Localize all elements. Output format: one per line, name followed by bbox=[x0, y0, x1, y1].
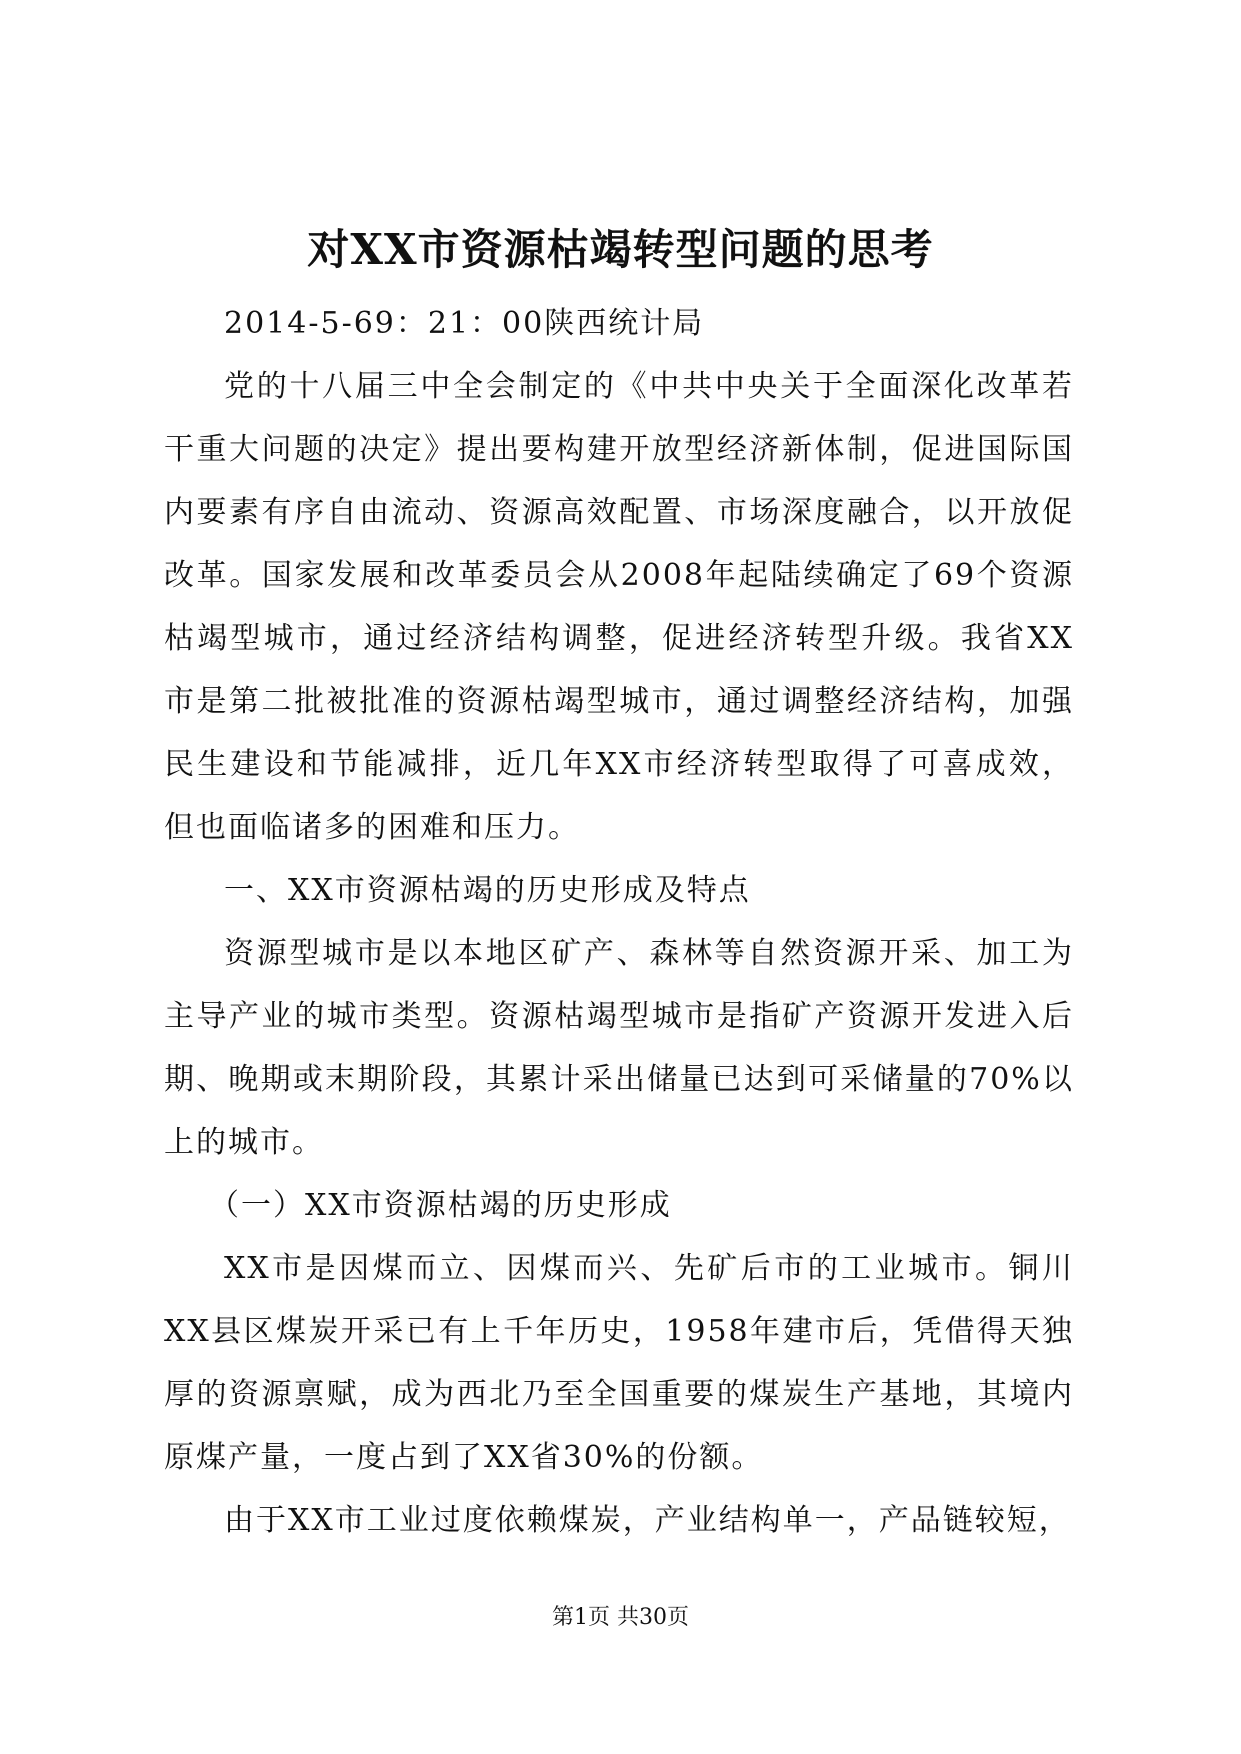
paragraph-intro: 党的十八届三中全会制定的《中共中央关于全面深化改革若干重大问题的决定》提出要构建开放型经济新体制，促进国际国内要素有序自由流动、资源高效配置、市场深度融合，以开放促改革。国家发展和改革委员会从2008年起陆续确定了69个资源枯竭型城市，通过经济结构调整，促进经济转型升级。我省XX市是第二批被批准的资源枯竭型城市，通过调整经济结构，加强民生建设和节能减排，近几年XX市经济转型取得了可喜成效，但也面临诸多的困难和压力。 bbox=[164, 369, 1074, 845]
subsection-heading-1: （一）XX市资源枯竭的历史形成 bbox=[209, 1188, 672, 1223]
document-body bbox=[164, 292, 1074, 1552]
paragraph-definition: 资源型城市是以本地区矿产、森林等自然资源开采、加工为主导产业的城市类型。资源枯竭型城市是指矿产资源开发进入后期、晚期或末期阶段，其累计采出储量已达到可采储量的70%以上的城市。 bbox=[164, 936, 1074, 1160]
section-heading-1: 一、XX市资源枯竭的历史形成及特点 bbox=[224, 873, 751, 908]
paragraph-history: XX市是因煤而立、因煤而兴、先矿后市的工业城市。铜川XX县区煤炭开采已有上千年历史，1958年建市后，凭借得天独厚的资源禀赋，成为西北乃至全国重要的煤炭生产基地，其境内原煤产量，一度占到了XX省30%的份额。 bbox=[164, 1251, 1074, 1475]
dateline: 2014-5-69：21：00陕西统计局 bbox=[224, 306, 705, 341]
document-title: 对XX市资源枯竭转型问题的思考 bbox=[307, 225, 934, 274]
paragraph-continued: 由于XX市工业过度依赖煤炭，产业结构单一，产品链较短， bbox=[224, 1503, 1071, 1538]
page-footer: 第1页 共30页 bbox=[552, 1605, 689, 1630]
